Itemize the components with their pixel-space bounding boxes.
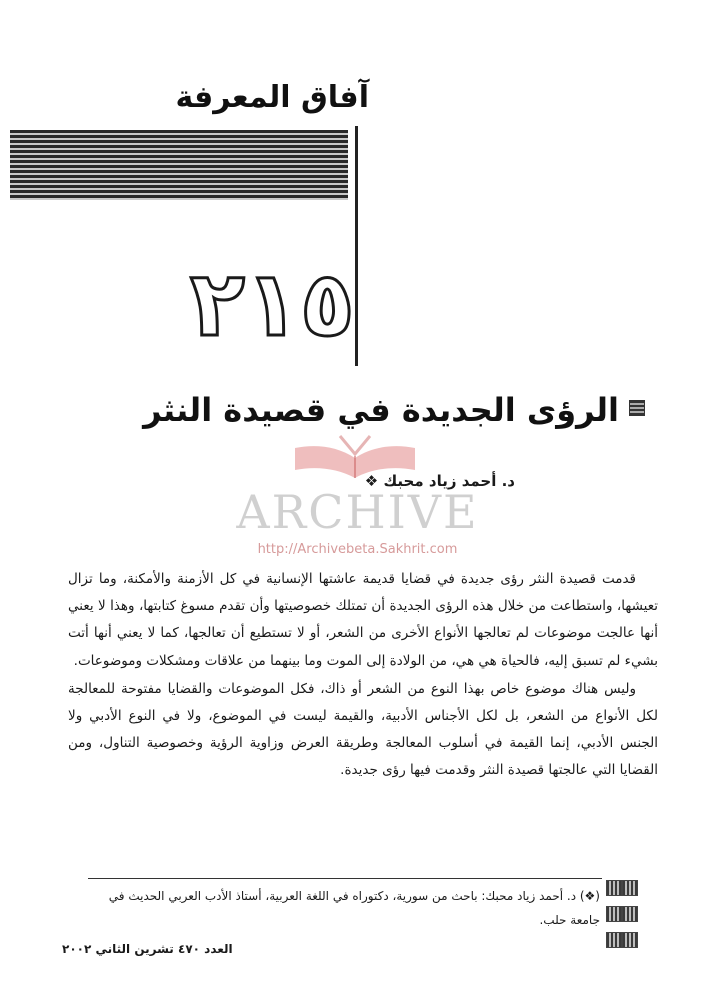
body-paragraph: وليس هناك موضوع خاص بهذا النوع من الشعر أو ذاك، فكل الموضوعات والقضايا مفتوحة للمعالجة لكل الأنواع من الشعر، بل لكل الأجناس الأدبية، والقيمة ليست في الموضوع، ولا في النوع الأدبي ولا الجنس الأدبي، إنما القيمة في أسلوب المعالجة وطريقة العرض وزاوية الرؤية وخصوصية التناول، ومن القضايا التي عالجتها قصيدة النثر وقدمت فيها رؤى جديدة. [68,680,658,779]
issue-number: ٢١٥ [190,252,355,357]
article-title: الرؤى الجديدة في قصيدة النثر [143,391,619,429]
page-footer-issue: العدد ٤٧٠ تشرين الثاني ٢٠٠٢ [62,942,233,956]
watermark-url: http://Archivebeta.Sakhrit.com [257,542,458,557]
title-bullet-icon [629,400,645,416]
section-title: آفاق المعرفة [175,80,369,115]
article-body [68,566,658,785]
section-header-bar [10,130,348,200]
footnote-rule [88,878,602,879]
watermark-book-icon [285,428,425,488]
body-paragraph: قدمت قصيدة النثر رؤى جديدة في قضايا قديمة عاشتها الإنسانية في كل الأزمنة والأمكنة، وما تزال تعيشها، واستطاعت من خلال هذه الرؤى الجديدة أن تمتلك خصوصيتها وأن تقدم مسوغ كتابتها، وهذا لا يعني أنها عالجت موضوعات لم تعالجها الأنواع الأخرى من الشعر، أو لا تستطيع أن تعالجها، كما لا يعني أنها أتت بشيء لم تسبق إليه، فالحياة هي هي، من الولادة إلى الموت وما بينهما من علاقات ومشكلات وموضوعات. [68,571,658,669]
watermark-brand: ARCHIVE [236,485,479,539]
author-byline: د. أحمد زياد محبك ❖ [364,472,515,490]
author-footnote: (❖) د. أحمد زياد محبك: باحث من سورية، دكتوراه في اللغة العربية، أستاذ الأدب العربي الحديث في جامعة حلب. [108,889,600,927]
decorative-squares [606,880,638,952]
vertical-divider [355,126,358,366]
